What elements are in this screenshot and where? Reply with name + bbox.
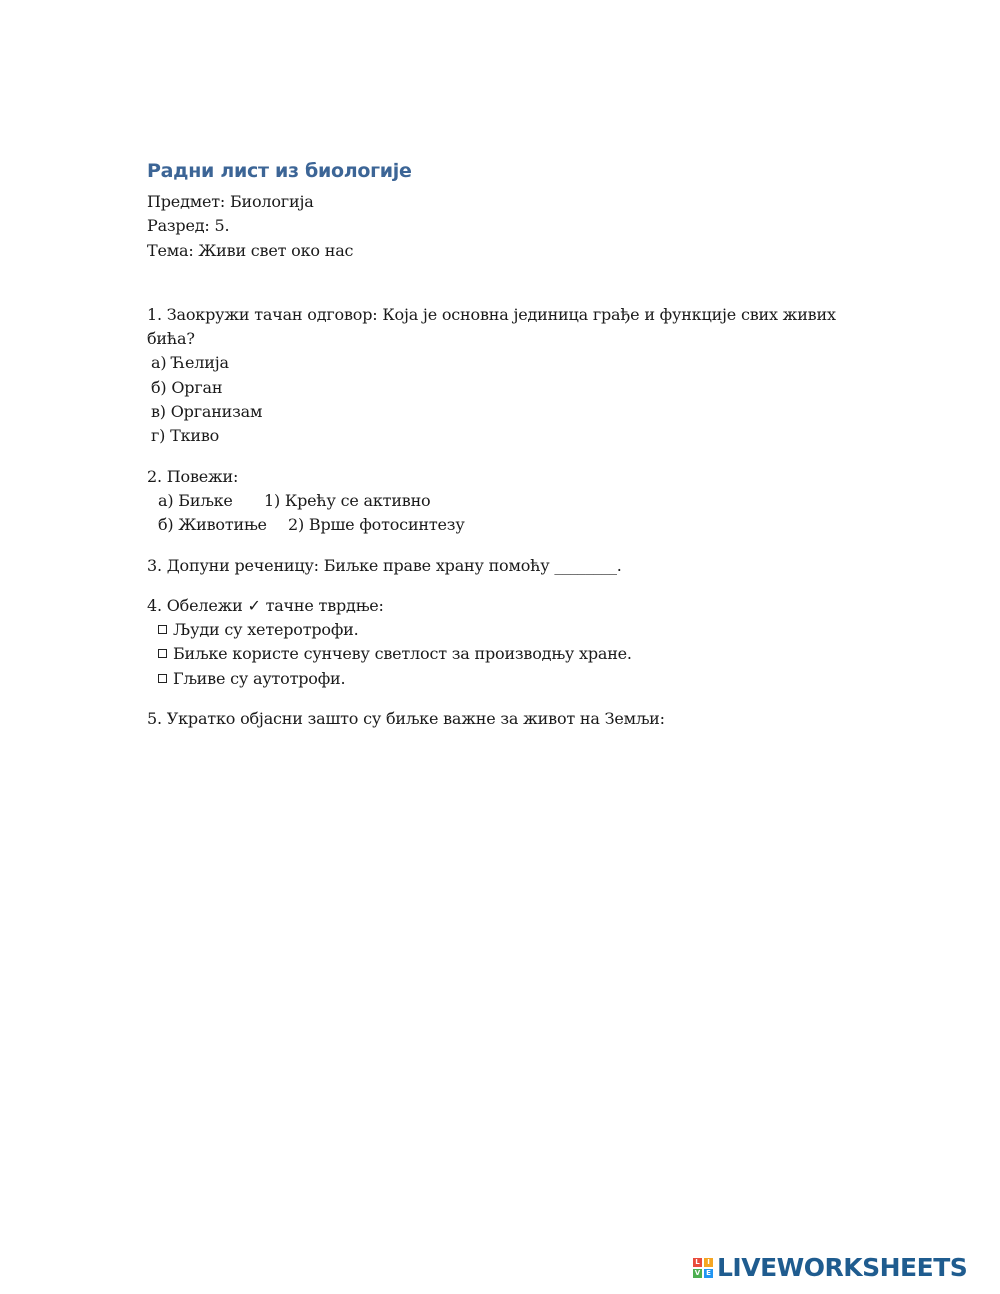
checkbox-icon[interactable] — [158, 674, 167, 683]
q1-option-d[interactable]: г) Ткиво — [151, 426, 220, 446]
question-2: 2. Повежи: — [147, 466, 239, 486]
checkbox-icon[interactable] — [158, 649, 167, 658]
logo-tiles-icon: L I V E — [693, 1258, 713, 1278]
liveworksheets-logo — [693, 1254, 967, 1282]
q1-option-a[interactable]: а) Ћелија — [151, 353, 229, 373]
question-4: 4. Обележи ✓ тачне тврдње: — [147, 595, 384, 615]
q4-statement-1[interactable]: Људи су хетеротрофи. — [147, 618, 867, 642]
q2-pair-2[interactable] — [147, 513, 867, 537]
grade-line: Разред: 5. — [147, 216, 230, 236]
question-5: 5. Укратко објасни зашто су биљке важне за живот на Земљи: — [147, 709, 665, 729]
q2-pair-1[interactable] — [147, 489, 867, 513]
q2-left-b[interactable]: б) Животиње — [158, 515, 267, 535]
logo-text: LIVEWORKSHEETS — [717, 1253, 968, 1282]
question-1: 1. Заокружи тачан одговор: Која је основна јединица грађе и функције свих живих бића? — [147, 304, 836, 349]
q2-right-2[interactable]: 2) Врше фотосинтезу — [288, 515, 465, 535]
subject-line: Предмет: Биологија — [147, 192, 314, 211]
question-3[interactable]: 3. Допуни реченицу: Биљке праве храну помоћу ________. — [147, 555, 622, 575]
q4-statement-2[interactable]: Биљке користе сунчеву светлост за производњу хране. — [147, 642, 867, 666]
q1-option-b[interactable]: б) Орган — [151, 377, 223, 397]
q2-right-1[interactable]: 1) Крећу се активно — [264, 490, 431, 510]
topic-line: Тема: Живи свет око нас — [147, 240, 354, 260]
worksheet-title: Радни лист из биологије — [147, 160, 412, 182]
worksheet — [147, 158, 867, 731]
q1-option-c[interactable]: в) Организам — [151, 402, 263, 422]
q2-left-a[interactable]: а) Биљке — [158, 490, 233, 510]
checkbox-icon[interactable] — [158, 625, 167, 634]
q4-statement-3[interactable]: Гљиве су аутотрофи. — [147, 667, 867, 691]
